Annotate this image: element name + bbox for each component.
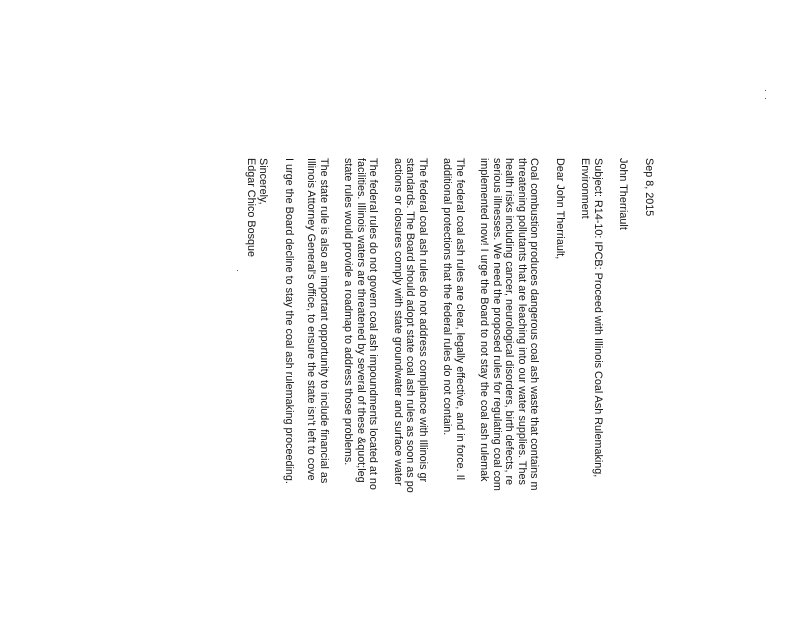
paragraph-6 <box>283 158 296 618</box>
paragraph-2 <box>441 158 466 618</box>
scan-speck <box>237 270 238 271</box>
rotated-letter <box>245 158 655 618</box>
paragraph-line: serious illnesses. We need the proposed rules for regulating coal com <box>491 158 503 491</box>
paragraph-line: Coal combustion produces dangerous coal ash waste that contains m <box>528 158 541 491</box>
paragraph-line: standards. The Board should adopt state coal ash rules as soon as po <box>404 158 417 493</box>
paragraph-line: The federal rules do not govern coal ash impoundments located at no <box>367 158 380 490</box>
scan-speck <box>765 90 766 91</box>
scan-speck <box>765 98 766 99</box>
paragraph-5 <box>305 158 330 618</box>
letter-signature: Edgar Chico Bosque <box>245 158 257 258</box>
paragraph-line: additional protections that the federal rules do not contain. <box>441 158 454 436</box>
paragraph-4 <box>342 158 380 618</box>
letter-recipient: John Therriault <box>617 158 630 230</box>
paragraph-3 <box>392 158 430 618</box>
paragraph-line: implemented now! I urge the Board to not stay the coal ash rulemak <box>478 158 491 482</box>
paragraph-line: facilities. Illinois waters are threatened by several of these &quot;leg <box>355 158 367 483</box>
paragraph-line: I urge the Board decline to stay the coal ash rulemaking proceeding. <box>283 158 295 484</box>
letter-salutation: Dear John Therriault, <box>554 158 566 260</box>
letter-subject-line-2: Environment <box>579 158 592 219</box>
paragraph-line: The state rule is also an important opportunity to include financial as <box>318 158 330 484</box>
paragraph-line: The federal coal ash rules do not address compliance with Illinois gr <box>417 158 429 483</box>
letter-subject-line-1: Subject: R14-10: IPCB: Proceed with Illinois Coal Ash Rulemaking, <box>592 158 604 478</box>
paragraph-line: The federal coal ash rules are clear, legally effective, and in force. Il <box>454 158 466 481</box>
letter-date: Sep 8, 2015 <box>643 158 655 217</box>
paragraph-line: threatening pollutants that are leaching into our water supplies. Thes <box>516 158 528 485</box>
paragraph-1 <box>478 158 541 618</box>
paragraph-line: Illinois Attorney General's office, to ensure the state isn't left to cove <box>305 158 318 481</box>
paragraph-line: state rules would provide a roadmap to address those problems. <box>342 158 355 466</box>
letter-closing: Sincerely, <box>257 158 270 205</box>
paragraph-line: health risks including cancer, neurological disorders, birth defects, re <box>503 158 516 486</box>
paragraph-line: actions or closures comply with state groundwater and surface water <box>392 158 404 486</box>
